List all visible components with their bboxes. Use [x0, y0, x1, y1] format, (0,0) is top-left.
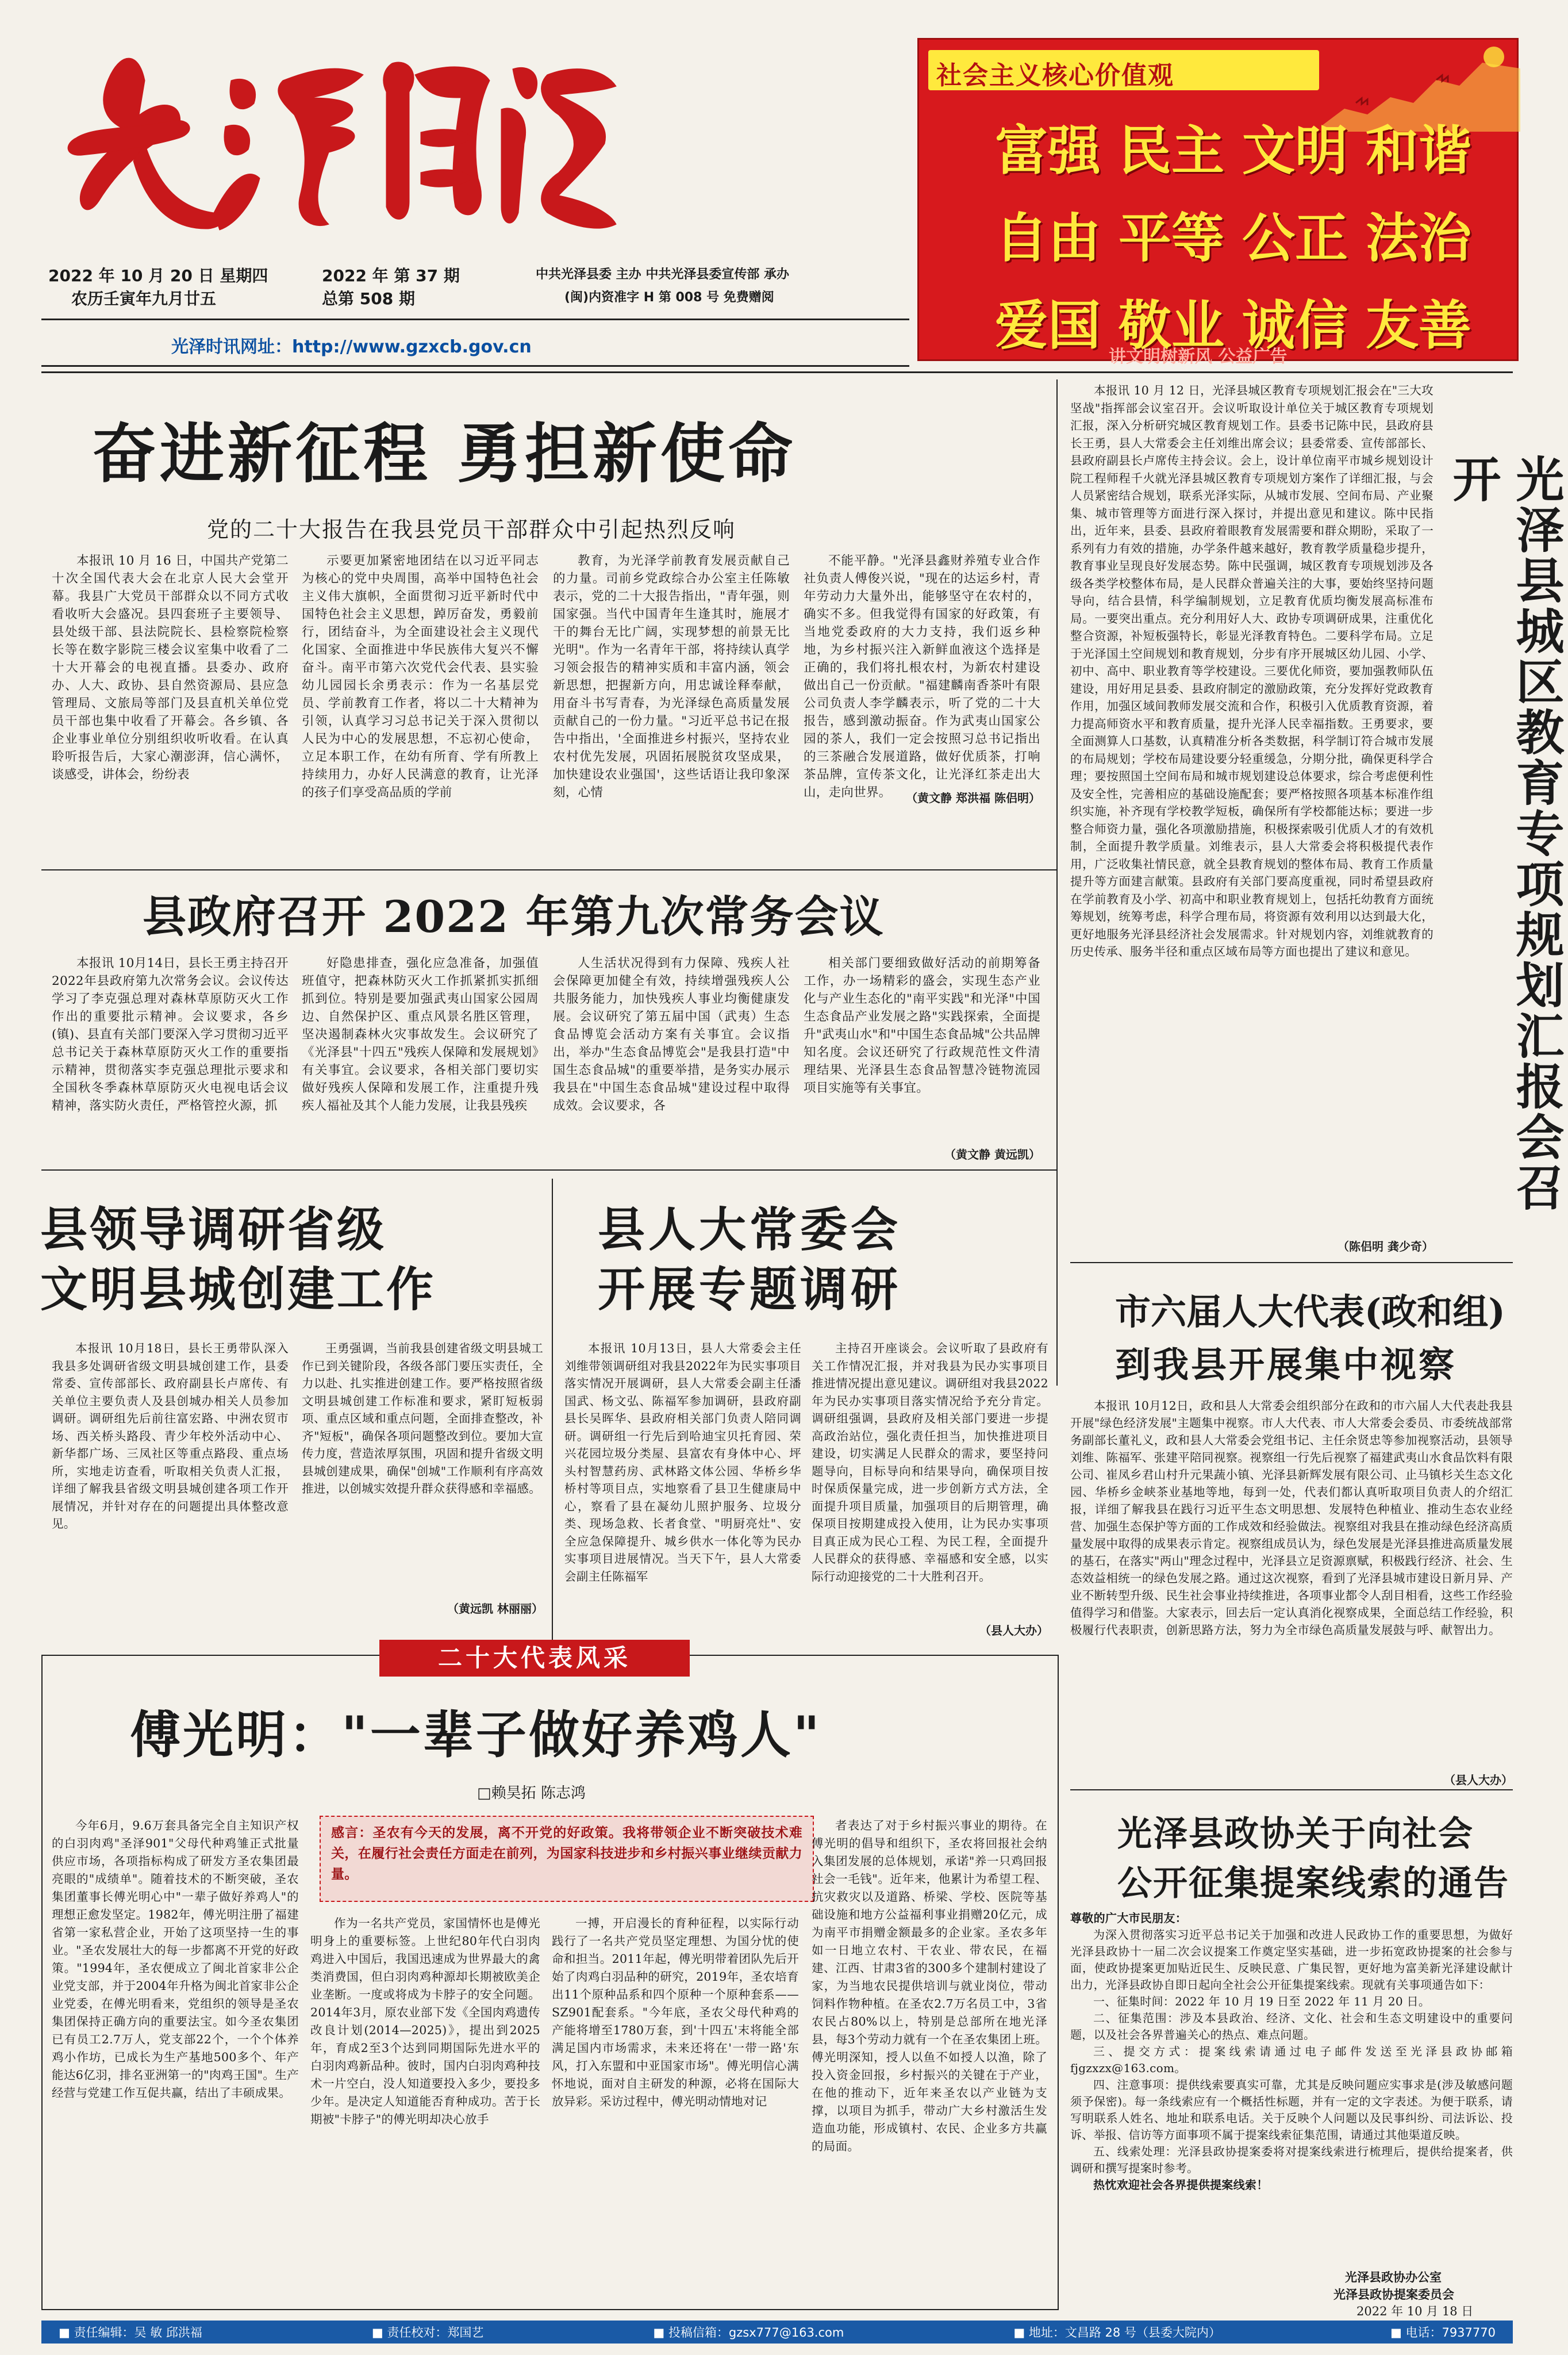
value-item: 爱国: [995, 295, 1101, 356]
profile-headline: 傅光明："一辈子做好养鸡人": [130, 1705, 822, 1765]
notice-sign-date: 2022 年 10 月 18 日: [1356, 2304, 1474, 2318]
civilized-headline-1: 县领导调研省级: [40, 1202, 387, 1257]
renda-credit: （县人大办）: [979, 1624, 1048, 1637]
footer-email[interactable]: ■ 投稿信箱：gzsx777@163.com: [653, 2326, 844, 2339]
profile-col-4: 者表达了对于乡村振兴事业的期待。在傅光明的倡导和组织下，圣农将回报社会纳入集团发展的总体规划，承诺"养一只鸡回报社会一毛钱"。近年来，他累计为希望工程、抗灾救灾以及道路、桥梁、学校、医院等基础设施和地方公益福利事业捐赠20亿元，成为南平市捐赠金额最多的企业家。圣农多年如一日地立农村、干农业、带农民，在福建、江西、甘肃3省的300多个建制村建设了家，为当地农民提供培训与就业岗位，带动饲料作物种植。在圣农2.7万名员工中，3省农民占80%以上，特别是总部所在地光泽县，每3个劳动力就有一个在圣农集团上班。傅光明深知，授人以鱼不如授人以渔，除了投入资金回报，乡村振兴的关键在于产业，在他的推动下，近年来圣农以产业链为支撑，以项目为抓手，带动广大乡村激活生发造血功能，形成镇村、农民、企业多方共赢的局面。: [812, 1819, 1047, 2153]
profile-col-2: 作为一名共产党员，家国情怀也是傅光明身上的重要标签。上世纪80年代白羽肉鸡进入中国后，我国迅速成为世界最大的禽类消费国，但白羽肉鸡种源却长期被欧美企业垄断。一度或将成为卡脖子的安全问题。2014年3月，原农业部下发《全国肉鸡遗传改良计划(2014—2025)》，提出到2025年，育成2至3个达到同期国际先进水平的白羽肉鸡新品种。彼时，国内白羽肉鸡种技术一片空白，没人知道要投入多少，要投多少年。是决定人知道能否育种成功。苦于长期被"卡脖子"的傅光明却决心放手: [310, 1916, 540, 2126]
profile-col-3: 一搏，开启漫长的育种征程，以实际行动践行了一名共产党员坚定理想、为国分忧的使命和担当。2011年起，傅光明带着团队先后开始了肉鸡白羽品种的研究，2019年，圣农培育出11个原种品系和四个原种一个原种套系——SZ901配套系。"今年底，圣农父母代种鸡的产能将增至1780万套，到'十四五'末将能全部满足国内市场需求，未来还将在'一带一路'东风，打入东盟和中亚国家市场"。傅光明信心满怀地说，面对自主研发的种源，必将在国际大放异彩。采访过程中，傅光明动情地对记: [552, 1916, 799, 2108]
footer-bar: [41, 2321, 1513, 2344]
value-item: 公正: [1242, 208, 1348, 269]
renda-col-2: 主持召开座谈会。会议听取了县政府有关工作情况汇报，并对我县为民办实事项目推进情况提出意见建议。调研组对我县2022年为民办实事项目落实情况给予充分肯定。调研组强调，县政府及相关部门要进一步提高政治站位，强化责任担当，加快推进项目建设，切实满足人民群众的需求，要坚持问题导向，目标导向和结果导向，确保项目按时保质保量完成，进一步创新方式方法，全面提升项目质量，加强项目的后期管理，确保项目按期建成投入使用，让为民办实事项目真正成为民心工程、为民工程，全面提升人民群众的获得感、幸福感和安全感，以实际行动迎接党的二十大胜利召开。: [812, 1341, 1048, 1583]
education-headline: 光泽县城区教育专项规划汇报会召开: [1445, 454, 1565, 1213]
divider-notice: [1070, 1789, 1513, 1790]
issue-date: 2022 年 10 月 20 日 星期四: [48, 266, 268, 285]
npc-body: 本报讯 10月12日，政和县人大常委会组织部分在政和的市六届人大代表赴我县开展"绿色经济发展"主题集中视察。市人大代表、市人大常委会委员、市委统战部常务副部长董礼义，政和县人大常委会党组书记、主任余贤忠等参加视察活动，县领导刘维、陈福军、张建平陪同视察。视察组一行先后视察了福建武夷山水食品饮料有限公司、崔凤乡君山村升元果蔬小镇、光泽县新辉发展有限公司、止马镇杉关生态文化园、华桥乡金峡茶业基地等地，每到一处，代表们都认真听取项目负责人的介绍汇报，详细了解我县在践行习近平生态文明思想、发展特色种植业、推动生态农业经营、加强生态保护等方面的工作成效和经验做法。视察组对我县在推动绿色经济高质量发展中取得的成果表示肯定。视察组成员认为，绿色发展是光泽县推进高质量发展的基石，在落实"两山"理念过程中，光泽县立足资源禀赋，积极践行经济、社会、生态效益相统一的绿色发展之路。通过这次视察，看到了光泽县城市建设日新月异、产业不断转型升级、民生社会事业持续推进，各项事业都令人刮目相看，这些工作经验值得学习和借鉴。大家表示，回去后一定认真消化视察成果，全面总结工作经验，积极履行代表职责，创新思路方法，努力为全市绿色高质量发展鼓与呼、献智出力。: [1070, 1399, 1513, 1637]
renda-col-1: 本报讯 10月13日，县人大常委会主任刘维带领调研组对我县2022年为民实事项目落实情况开展调研，县人大常委会副主任潘国武、杨文弘、陈福军参加调研，县政府副县长吴晖华、县政府相关部门负责人陪同调研。调研组一行先后到哈迪宝贝托育园、荣兴花园垃圾分类屋、县富农有身体中心、坪头村智慧药房、武林路文体公园、华桥乡华桥村等项目点，实地察看了县卫生健康局中心，察看了县在凝幼儿照护服务、垃圾分类、现场急救、长者食堂、"明厨亮灶"、安全应急保障提升、城乡供水一体化等为民办实事项目进展情况。当天下午，县人大常委会副主任陈福军: [564, 1341, 801, 1583]
value-item: 民主: [1119, 120, 1225, 182]
notice-thanks: 热忱欢迎社会各界提供提案线索！: [1093, 2178, 1269, 2192]
footer-address: ■ 地址：文昌路 28 号（县委大院内）: [1013, 2326, 1221, 2339]
council-col-4: 相关部门要细致做好活动的前期筹备工作，办一场精彩的盛会，实现生态产业化与产业生态化的"南平实践"和光泽"中国生态食品产业发展之路"实践探索，全面提升"武夷山水"和"中国生态食品城"公共品牌知名度。会议还研究了行政规范性文件清理结果、光泽县生态食品智慧冷链物流园项目实施等有关事宜。: [804, 956, 1040, 1095]
civilized-col-1: 本报讯 10月18日，县长王勇带队深入我县多处调研省级文明县城创建工作，县委常委、宣传部部长、政府副县长卢席传、有关单位主要负责人及县创城办相关人员参加调研。调研组先后前往富宏路、中洲农贸市场、西关桥头路段、青少年校外活动中心、新华都广场、三凤社区等重点路段、重点场所，实地走访查看，听取相关负责人汇报，详细了解我县省级文明县城创建各项工作开展情况，并针对存在的问题提出具体整改意见。: [52, 1341, 289, 1531]
council-col-3: 人生活状况得到有力保障、残疾人社会保障更加健全有效，持续增强残疾人公共服务能力，加快残疾人事业均衡健康发展。会议研究了第五届中国（武夷）生态食品博览会活动方案有关事宜。会议指出，举办"生态食品博览会"是我县打造"中国生态食品城"的重要举措，是务实办展示我县在"中国生态食品城"建设过程中取得成效。会议要求，各: [553, 956, 790, 1113]
profile-byline: □赖昊拓 陈志鸿: [477, 1785, 586, 1802]
notice-greeting: 尊敬的广大市民朋友：: [1070, 1911, 1187, 1925]
notice-item: 一、征集时间：2022 年 10 月 19 日至 2022 年 11 月 20 日。: [1093, 1995, 1431, 2008]
value-item: 法治: [1366, 208, 1472, 269]
lead-headline: 奋进新征程 勇担新使命: [92, 417, 796, 492]
divider-vertical-main: [1056, 379, 1058, 1386]
notice-intro: 为深入贯彻落实习近平总书记关于加强和改进人民政协工作的重要思想，为做好光泽县政协十一届二次会议提案工作奠定坚实基础，进一步拓宽政协提案的社会参与面，使政协提案更加贴近民生、反映民意、广集民智，更好地为富美新光泽建设献计出力，光泽县政协自即日起向全社会公开征集提案线索。现就有关事项通告如下：: [1070, 1928, 1513, 1992]
values-grid: [995, 109, 1489, 356]
lead-col-4: 不能平静。"光泽县鑫财养殖专业合作社负责人傅俊兴说，"现在的达运乡村，青年劳动力大量外出，能够坚守在农村的，确实不多。但我觉得有国家的好政策，有当地党委政府的大力支持，我们返乡种地，为乡村振兴注入新鲜血液这个选择是正确的，我们将扎根农村，为新农村建设做出自己一份贡献。"福建麟南香茶叶有限公司负责人李学麟表示，听了党的二十大报告，感到激动振奋。作为武夷山国家公园的茶人，我们一定会按照习总书记指出的三茶融合发展道路，做好优质茶，打响茶品牌，宣传茶文化，让光泽红茶走出大山，走向世界。: [804, 554, 1040, 800]
notice-headline-2: 公开征集提案线索的通告: [1117, 1863, 1509, 1904]
civilized-credit: （黄远凯 林丽丽）: [447, 1602, 543, 1616]
npc-headline-2: 到我县开展集中视察: [1115, 1344, 1457, 1386]
banner-footer: 讲文明树新风 公益广告: [1109, 347, 1288, 367]
council-headline: 县政府召开 2022 年第九次常务会议: [143, 891, 885, 942]
value-item: 自由: [995, 208, 1101, 269]
footer-phone: ■ 电话：7937770: [1390, 2326, 1496, 2339]
core-values-banner: [917, 38, 1519, 367]
lead-col-3: 教育，为光泽学前教育发展贡献自己的力量。司前乡党政综合办公室主任陈敏表示，党的二十大报告指出，"青年强，则国家强。当代中国青年生逢其时，施展才干的舞台无比广阔，实现梦想的前景无比光明"。作为一名青年干部，将持续认真学习领会报告的精神实质和丰富内涵，领会新思想，把握新方向，用忠诚诠释奉献，用奋斗书写青春，为光泽绿色高质量发展贡献自己的一份力量。"习近平总书记在报告中指出，'全面推进乡村振兴，坚持农业农村优先发展，巩固拓展脱贫攻坚成果，加快建设农业强国'，这些话语让我印象深刻，心情: [553, 554, 790, 800]
value-item: 文明: [1242, 120, 1348, 182]
notice-item: 四、注意事项：提供线索要真实可靠，尤其是反映问题应实事求是(涉及敏感问题须予保密)。每一条线索应有一个概括性标题，并有一定的文字表述。为便于联系，请写明联系人姓名、地址和联系电话。关于反映个人问题以及民事纠纷、司法诉讼、投诉、举报、信访等方面事项不属于提案线索征集范围，请通过其他渠道反映。: [1070, 2078, 1513, 2142]
divider-civ-renda: [552, 1179, 553, 1650]
masthead-logo: [41, 29, 628, 259]
section-rule-top: [41, 371, 1513, 373]
council-credit: （黄文静 黄远凯）: [944, 1148, 1040, 1161]
civilized-col-2: 王勇强调，当前我县创建省级文明县城工作已到关键阶段，各级各部门要压实责任，全力以赴、扎实推进创建工作。要严格按照省级文明县城创建工作标准和要求，紧盯短板弱项、重点区域和重点问题，全面排查整改，补齐"短板"，确保各项问题整改到位。要加大宣传力度，营造浓厚氛围，巩固和提升省级文明县城创建成果，确保"创城"工作顺利有序高效推进，以创城实效提升群众获得感和幸福感。: [302, 1341, 543, 1495]
education-credit: （陈侣明 龚少奇）: [1338, 1240, 1434, 1253]
notice-item: 二、征集范围：涉及本县政治、经济、文化、社会和生态文明建设中的重要问题，以及社会各界普遍关心的热点、难点问题。: [1070, 2011, 1513, 2042]
value-item: 敬业: [1119, 295, 1225, 356]
notice-sign-2: 光泽县政协提案委员会: [1333, 2287, 1454, 2302]
notice-item: 三、提交方式：提案线索请通过电子邮件发送至光泽县政协邮箱 fjgzxzx@163.com。: [1070, 2045, 1513, 2075]
value-item: 友善: [1366, 295, 1472, 356]
notice-item: 五、线索处理：光泽县政协提案委将对提案线索进行梳理后，提供给提案者，供调研和撰写提案时参考。: [1070, 2145, 1513, 2175]
npc-credit: （县人大办）: [1444, 1773, 1513, 1787]
lead-col-1: 本报讯 10 月 16 日，中国共产党第二十次全国代表大会在北京人民大会堂开幕。我县广大党员干部群众以不同方式收看收听大会盛况。县四套班子主要领导、县处级干部、县法院院长、县检察院检察长等在数字影院三楼会议室集中收看了二十大开幕会的电视直播。县委办、政府办、人大、政协、县自然资源局、县应急管理局、文旅局等部门及县直机关单位党员干部也集中收看了开幕会。各乡镇、各企业事业单位分别组织收听收看。在认真聆听报告后，大家心潮澎湃，信心满怀，谈感受，讲体会，纷纷表: [52, 554, 289, 782]
council-col-2: 好隐患排查，强化应急准备，加强值班值守，把森林防灭火工作抓紧抓实抓细抓到位。特别是要加强武夷山国家公园周边、自然保护区、重点风景名胜区管理，坚决遏制森林火灾事故发生。会议研究了《光泽县"十四五"残疾人保障和发展规划》有关事宜。会议要求，各相关部门要切实做好残疾人保障和发展工作，注重提升残疾人福祉及其个人能力发展，让我县残疾: [302, 956, 539, 1113]
lead-col-2: 示要更加紧密地团结在以习近平同志为核心的党中央周围，高举中国特色社会主义伟大旗帜，全面贯彻习近平新时代中国特色社会主义思想，踔厉奋发，勇毅前行，团结奋斗，为全面建设社会主义现代化国家、全面推进中华民族伟大复兴不懈奋斗。南平市第六次党代会代表、县实验幼儿园园长余勇表示：作为一名基层党员、学前教育工作者，将以二十大精神为引领，认真学习习总书记关于深入贯彻以人民为中心的发展思想，不忘初心使命，立足本职工作，在幼有所育、学有所教上持续用力，办好人民满意的教育，让光泽的孩子们享受高品质的学前: [302, 554, 539, 800]
value-item: 富强: [995, 120, 1101, 182]
profile-col-1: 今年6月，9.6万套具备完全自主知识产权的白羽肉鸡"圣泽901"父母代种鸡雏正式批量供应市场，各项指标构成了研发方圣农集团最亮眼的"成绩单"。随着技术的不断突破，圣农集团董事长傅光明心中"一辈子做好养鸡人"的理想正愈发坚定。1982年，傅光明注册了福建省第一家私营企业，开始了这项坚持一生的事业。"圣农发展壮大的每一步都离不开党的好政策。"1994年，圣农便成立了闽北首家非公企业党支部，并于2004年升格为闽北首家非公企业党委，在傅光明看来，党组织的领导是圣农集团保持正确方向的重要法宝。如今圣农集团已有员工2.7万人，党支部22个，一个个体养鸡小作坊，已成长为生产基地500多个、年产能达6亿羽，排名亚洲第一的"肉鸡王国"。生产经营与党建工作互促共赢，结出了丰硕成果。: [52, 1819, 299, 2100]
lead-credit: （黄文静 郑洪福 陈侣明）: [906, 791, 1040, 805]
profile-section-tag: 二十大代表风采: [379, 1640, 690, 1677]
notice-headline-1: 光泽县政协关于向社会: [1117, 1814, 1474, 1854]
website-line[interactable]: 光泽时讯网址：http://www.gzxcb.gov.cn: [171, 337, 532, 357]
value-item: 平等: [1119, 208, 1225, 269]
civilized-headline-2: 文明县城创建工作: [40, 1262, 436, 1317]
total-issue: 总第 508 期: [322, 289, 415, 308]
council-col-1: 本报讯 10月14日，县长王勇主持召开2022年县政府第九次常务会议。会议传达学习了李克强总理对森林草原防灭火工作作出的重要批示精神。会议要求，各乡(镇)、县直有关部门要深入学习贯彻习近平总书记关于森林草原防灭火工作的重要指示精神，贯彻落实李克强总理批示要求和全国秋冬季森林草原防灭火电视电话会议精神，落实防火责任，严格管控火源，抓: [52, 956, 289, 1113]
masthead: [41, 29, 915, 368]
divider-council: [41, 869, 1056, 870]
banner-title: 社会主义核心价值观: [936, 61, 1174, 90]
masthead-bottom-rule: [41, 365, 909, 367]
profile-quote: 感言：圣农有今天的发展，离不开党的好政策。我将带领企业不断突破技术难关，在履行社会责任方面走在前列，为国家科技进步和乡村振兴事业继续贡献力量。: [331, 1825, 802, 1882]
education-body: 本报讯 10 月 12 日，光泽县城区教育专项规划汇报会在"三大攻坚战"指挥部会议室召开。会议听取设计单位关于城区教育专项规划汇报，深入分析研究城区教育规划工作。县委书记陈中民，县政府县长王勇，县人大常委会主任刘维出席会议；县委常委、宣传部部长、县政府副县长卢席传主持会议。会上，设计单位南平市城乡规划设计院工程师程千火就光泽县城区教育专项规划方案作了详细汇报，与会人员紧密结合规划，联系光泽实际，从城市发展、空间布局、产业聚集、城市管理等方面进行深入探讨，并提出意见和建议。陈中民指出，近年来，县委、县政府着眼教育发展需要和群众期盼，采取了一系列有力有效的措施，办学条件越来越好，教育教学质量稳步提升，教育事业呈现良好发展态势。陈中民强调，城区教育专项规划涉及各级各类学校整体布局，是人民群众普遍关注的大事，要始终坚持问题导向，结合县情，科学编制规划，立足教育优质均衡发展高标准布局。一要突出重点。充分利用好人大、政协专项调研成果，注重优化整合资源，补短板强特长，彰显光泽教育特色。二要科学布局。立足于光泽国土空间规划和教育规划，分步有序开展城区幼儿园、小学、初中、高中、职业教育等学校建设。三要优化师资，要加强教师队伍建设，用好用足县委、县政府制定的激励政策，充分发挥好党政教育作用，加强区域间教师发展交流和合作，积极引入优质教育资源，着力提高师资水平和教育质量，提升光泽人民幸福指数。王勇要求，要全面测算人口基数，认真精准分析各类数据，科学制订符合城市发展的布局规划；学校布局建设要分轻重缓急，分期分批，确保更科学合理；要按照国土空间布局和城市规划建设总体要求，综合考虑便利性及安全性，完善相应的基础设施配套；要严格按照各项基本标准作组织实施，补齐现有学校教学短板，确保所有学校都能达标；要进一步整合师资力量，强化各项激励措施，积极探索吸引优质人才的有效机制，全面提升教学质量。刘维表示，县人大常委会将积极提代表作用，广泛收集社情民意，就全县教育规划的整体布局、教育工作质量提升等方面建言献策。县政府有关部门要高度重视，同时希望县政府在学前教育及小学、初高中和职业教育规划上，包括托幼教育方面统筹规划，统筹考虑，科学合理布局，将资源有效利用以达到最大化，更好地服务光泽县经济社会发展需求。针对规划内容，刘维就教育的历史传承、服务半径和重点区域布局等方面也提出了建议和意见。: [1070, 383, 1434, 958]
lunar-date: 农历壬寅年九月廿五: [71, 289, 217, 308]
value-item: 和谐: [1366, 120, 1472, 182]
renda-headline-2: 开展专题调研: [598, 1262, 902, 1317]
npc-headline-1: 市六届人大代表(政和组): [1115, 1291, 1505, 1333]
divider-npc: [1070, 1262, 1513, 1263]
permit-line: (闽)内资准字 H 第 008 号 免费赠阅: [564, 290, 774, 305]
notice-body: [1070, 1910, 1513, 2266]
notice-sign-1: 光泽县政协办公室: [1345, 2270, 1442, 2284]
sponsor-line: 中共光泽县委 主办 中共光泽县委宣传部 承办: [536, 267, 789, 282]
year-issue: 2022 年 第 37 期: [322, 266, 460, 285]
masthead-divider: [41, 319, 909, 320]
footer-editor: ■ 责任编辑：吴 敏 邱洪福: [59, 2326, 202, 2339]
value-item: 诚信: [1242, 295, 1348, 356]
divider-civilized: [41, 1169, 1056, 1171]
lead-subhead: 党的二十大报告在我县党员干部群众中引起热烈反响: [207, 517, 736, 542]
renda-headline-1: 县人大常委会: [598, 1202, 902, 1257]
footer-proofreader: ■ 责任校对：郑国艺: [371, 2326, 484, 2339]
